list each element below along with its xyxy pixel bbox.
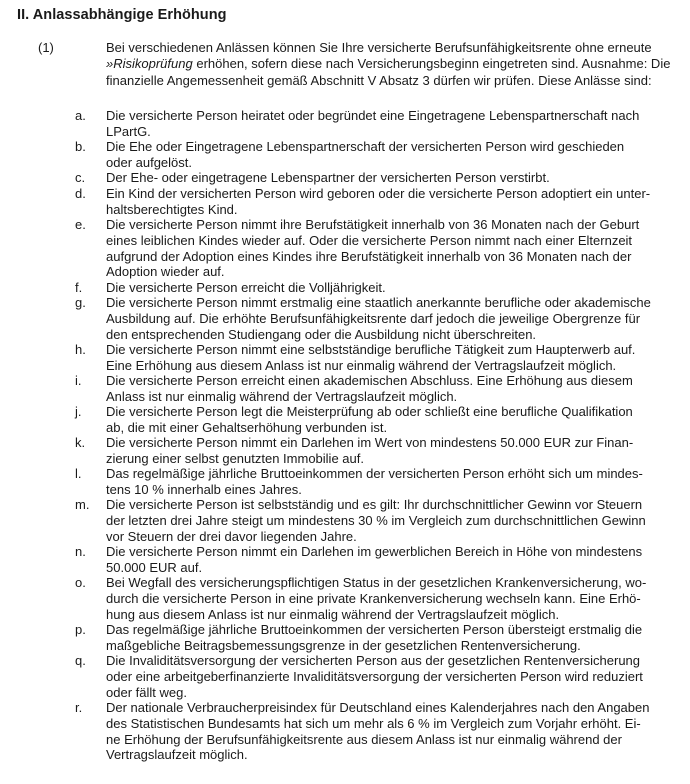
list-item-text <box>106 342 681 374</box>
list-item-text <box>106 497 681 544</box>
list-item-letter: d. <box>75 186 86 201</box>
list-item-text <box>106 466 681 498</box>
list-item-text <box>106 295 681 342</box>
list-item-line: Die Invaliditätsversorgung der versicherten Person aus der gesetzlichen Rentenversicherung <box>106 653 641 668</box>
list-item-line: tens 10 % innerhalb eines Jahres. <box>106 481 302 497</box>
list-item-letter: c. <box>75 170 86 185</box>
list-item-letter: n. <box>75 544 86 559</box>
list-item-letter: m. <box>75 497 90 512</box>
intro-line-rest: erhöhen, sofern diese nach Versicherungsbeginn eingetreten sind. Ausnahme: Die <box>196 56 671 72</box>
list-item-line: Der Ehe- oder eingetragene Lebenspartner der versicherten Person verstirbt. <box>106 170 550 185</box>
list-item-letter: q. <box>75 653 86 668</box>
list-item-line: den entsprechenden Studiengang oder die Ausbildung nicht überschreiten. <box>106 326 537 342</box>
list-item-text <box>106 139 681 171</box>
list-item-line: Die versicherte Person ist selbstständig und es gilt: Ihr durchschnittlicher Gewinn vor Steuern <box>106 497 643 512</box>
list-item-line: Die versicherte Person erreicht einen akademischen Abschluss. Eine Erhöhung aus diesem <box>106 373 633 388</box>
list-item-letter: k. <box>75 435 86 450</box>
list-item-text <box>106 700 681 763</box>
list-item-text <box>106 217 681 280</box>
list-item-letter: o. <box>75 575 86 590</box>
list-item-line: oder eine arbeitgeberfinanzierte Invaliditätsversorgung der versicherten Person wird reduziert <box>106 668 643 684</box>
list-item-line: Adoption wieder auf. <box>106 264 225 280</box>
list-item-text <box>106 622 681 654</box>
list-item-line: des Statistischen Bundesamts hat sich um mehr als 6 % im Vergleich zum Vorjahr erhöht. Ei- <box>106 715 641 731</box>
list-item-line: Ein Kind der versicherten Person wird geboren oder die versicherte Person adoptiert ein unter- <box>106 186 651 201</box>
list-item-line: Die versicherte Person nimmt ihre Berufstätigkeit innerhalb von 36 Monaten nach der Geburt <box>106 217 640 232</box>
intro-line-italic-part: »Risikoprüfung <box>106 56 193 72</box>
list-item-line: Die versicherte Person nimmt eine selbstständige berufliche Tätigkeit zum Haupterwerb auf. <box>106 342 636 357</box>
list-item-line: Die versicherte Person nimmt ein Darlehen im gewerblichen Bereich in Höhe von mindestens <box>106 544 643 559</box>
list-item-line: Die versicherte Person heiratet oder begründet eine Eingetragene Lebenspartnerschaft nach <box>106 108 640 123</box>
list-item-line: LPartG. <box>106 123 151 139</box>
list-item-line: maßgebliche Beitragsbemessungsgrenze in der gesetzlichen Rentenversicherung. <box>106 637 581 653</box>
list-item-line: vor Steuern der drei davor liegenden Jahre. <box>106 528 357 544</box>
list-item-line: durch die versicherte Person in eine private Krankenversicherung wechseln kann. Eine Erhö- <box>106 590 641 606</box>
list-item-letter: i. <box>75 373 82 388</box>
list-item-letter: b. <box>75 139 86 154</box>
intro-paragraph <box>106 40 678 89</box>
list-item-letter: h. <box>75 342 86 357</box>
list-item-line: Das regelmäßige jährliche Bruttoeinkommen der versicherten Person erhöht sich um mindes- <box>106 466 643 481</box>
list-item-line: Die Ehe oder Eingetragene Lebenspartnerschaft der versicherten Person wird geschieden <box>106 139 625 154</box>
list-item-line: Anlass ist nur einmalig während der Vertragslaufzeit möglich. <box>106 388 458 404</box>
list-item-line: hung aus diesem Anlass ist nur einmalig während der Vertragslaufzeit möglich. <box>106 606 560 622</box>
list-item-text <box>106 373 681 405</box>
list-item-line: Die versicherte Person nimmt erstmalig eine staatlich anerkannte berufliche oder akademische <box>106 295 651 310</box>
list-item-letter: l. <box>75 466 82 481</box>
list-item-text <box>106 280 681 296</box>
list-item-letter: j. <box>75 404 82 419</box>
intro-line: finanzielle Angemessenheit gemäß Abschnitt V Absatz 3 dürfen wir prüfen. Diese Anlässe sind: <box>106 72 652 88</box>
list-item-letter: f. <box>75 280 83 295</box>
list-item-text <box>106 170 681 186</box>
list-item-text <box>106 544 681 576</box>
list-item-text <box>106 186 681 218</box>
list-item-line: Vertragslaufzeit möglich. <box>106 747 248 763</box>
list-item-line: Das regelmäßige jährliche Bruttoeinkommen der versicherten Person übersteigt erstmalig die <box>106 622 643 637</box>
paragraph-number: (1) <box>38 40 54 55</box>
intro-line: Bei verschiedenen Anlässen können Sie Ihre versicherte Berufsunfähigkeitsrente ohne erneute <box>106 40 652 55</box>
list-item-line: Ausbildung auf. Die erhöhte Berufsunfähigkeitsrente darf jedoch die jeweilige Obergrenze für <box>106 310 641 326</box>
list-item-text <box>106 575 681 622</box>
list-item-line: Eine Erhöhung aus diesem Anlass ist nur einmalig während der Vertragslaufzeit möglich. <box>106 357 617 373</box>
list-item-line: aufgrund der Adoption eines Kindes ihre Berufstätigkeit innerhalb von 36 Monaten nach der <box>106 248 632 264</box>
list-item-line: oder fällt weg. <box>106 684 187 700</box>
list-item-line: Die versicherte Person nimmt ein Darlehen im Wert von mindestens 50.000 EUR zur Finan- <box>106 435 634 450</box>
list-item-line: zierung einer selbst genutzten Immobilie auf. <box>106 450 364 466</box>
list-item-line: der letzten drei Jahre steigt um mindestens 30 % im Vergleich zum durchschnittlichen Gewinn <box>106 512 646 528</box>
list-item-line: Der nationale Verbraucherpreisindex für Deutschland eines Kalenderjahres nach den Angaben <box>106 700 650 715</box>
list-item-text <box>106 404 681 436</box>
list-item-line: ne Erhöhung der Berufsunfähigkeitsrente aus diesem Anlass ist nur einmalig während der <box>106 731 622 747</box>
list-item-letter: g. <box>75 295 86 310</box>
list-item-line: Die versicherte Person erreicht die Volljährigkeit. <box>106 280 386 295</box>
list-item-letter: r. <box>75 700 83 715</box>
list-item-line: oder aufgelöst. <box>106 154 193 170</box>
list-item-letter: a. <box>75 108 86 123</box>
list-item-line: ab, die mit einer Gehaltserhöhung verbunden ist. <box>106 419 388 435</box>
intro-line <box>106 56 678 72</box>
list-item-letter: e. <box>75 217 86 232</box>
list-item-text <box>106 108 681 140</box>
list-item-letter: p. <box>75 622 86 637</box>
list-item-line: haltsberechtigtes Kind. <box>106 201 238 217</box>
list-item-text <box>106 435 681 467</box>
list-item-line: Bei Wegfall des versicherungspflichtigen Status in der gesetzlichen Krankenversicherung, wo- <box>106 575 647 590</box>
list-item-line: Die versicherte Person legt die Meisterprüfung ab oder schließt eine berufliche Qualifikation <box>106 404 633 419</box>
list-item-line: 50.000 EUR auf. <box>106 559 203 575</box>
list-item-text <box>106 653 681 700</box>
section-heading: II. Anlassabhängige Erhöhung <box>17 7 227 23</box>
list-item-line: eines leiblichen Kindes wieder auf. Oder die versicherte Person nimmt nach einer Elternzeit <box>106 232 633 248</box>
